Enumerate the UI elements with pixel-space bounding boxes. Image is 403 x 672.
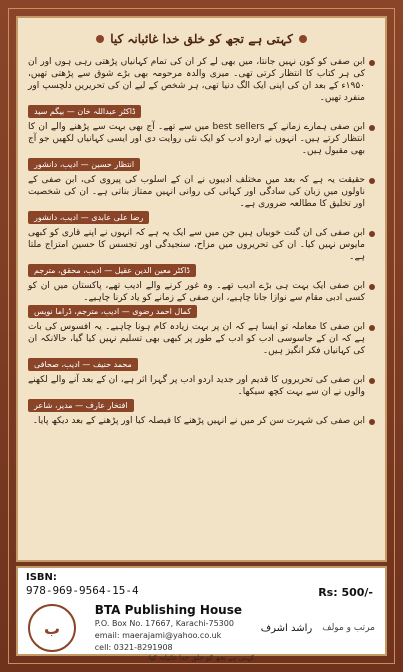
bullet-icon <box>369 60 375 66</box>
bullet-icon <box>369 419 375 425</box>
panel-title <box>28 28 375 50</box>
isbn-number: 978-969-9564-15-4 <box>26 584 139 597</box>
quote-line <box>28 280 375 304</box>
logo-glyph: ب <box>43 618 61 638</box>
panel-title-text: کہتی ہے تجھ کو خلق خدا غائبانہ کیا <box>110 32 293 46</box>
book-title-footer: کہتی ہے تجھ کو خلق خدا غائبانہ کیا <box>148 654 255 662</box>
quote-entry <box>28 174 375 224</box>
title-ornament-icon <box>299 35 307 43</box>
quote-entry <box>28 374 375 412</box>
quote-source: ڈاکٹر معین الدین عقیل — ادیب، محقق، مترجم <box>28 264 196 277</box>
quote-line <box>28 121 375 157</box>
quote-entry <box>28 321 375 371</box>
publisher-name: BTA Publishing House <box>94 603 243 617</box>
price: Rs: 500/- <box>318 586 373 599</box>
isbn-label: ISBN: <box>26 572 57 583</box>
bullet-icon <box>369 178 375 184</box>
quote-entry <box>28 121 375 171</box>
quote-entry <box>28 227 375 277</box>
isbn-block <box>26 572 139 597</box>
quote-line <box>28 227 375 263</box>
bullet-icon <box>369 231 375 237</box>
title-ornament-icon <box>96 35 104 43</box>
quotes-panel <box>16 16 387 562</box>
quote-text: ابن صفی کی ان گنت خوبیاں ہیں جن میں سے ایک یہ ہے کہ انہوں نے اپنے قاری کو کبھی مایوس نہیں کیا۔ ان کی تحریروں میں مزاح، سنجیدگی اور تجسس کا حسین امتزاج ملتا ہے۔ <box>28 228 365 262</box>
quote-source: افتخار عارف — مدیر، شاعر <box>28 399 134 412</box>
quote-line <box>28 174 375 210</box>
quote-text: ابن صفی ہمارے زمانے کے best sellers میں سے تھے۔ آج بھی بہت سے پڑھنے والے ان کا انتظار کرتے ہیں۔ انہوں نے اردو ادب کو ایک نئی روایت دی اور ایسی کہانیاں لکھیں جو آج بھی مقبول ہیں۔ <box>28 122 365 156</box>
quote-entry <box>28 56 375 118</box>
publisher-panel <box>16 566 387 662</box>
publisher-email: email: maerajami@yahoo.co.uk <box>94 631 222 640</box>
publisher-address: P.O. Box No. 17667, Karachi-75300 <box>94 619 234 628</box>
bullet-icon <box>369 125 375 131</box>
quote-text: حقیقت یہ ہے کہ بعد میں مختلف ادیبوں نے ان کے اسلوب کی پیروی کی، ابن صفی کے ناولوں میں زبان کی سادگی اور کہانی کی روانی انہیں ممتاز بناتی ہے۔ ان کی شخصیت اور تخلیق کا مطالعہ ضروری ہے۔ <box>28 175 365 209</box>
quote-line <box>28 374 375 398</box>
bullet-icon <box>369 284 375 290</box>
quote-text: ابن صفی کا معاملہ تو ایسا ہے کہ ان پر بہت زیادہ کام ہونا چاہیے۔ یہ افسوس کی بات ہے کہ ان کے جاسوسی ادب کو ادب کے طور پر کبھی بھی تسلیم نہیں کیا گیا، حالانکہ ان کی کہانیاں فکر انگیز ہیں۔ <box>28 322 365 356</box>
quotes-list <box>28 56 375 550</box>
quote-text: ابن صفی ایک بہت ہی بڑے ادیب تھے۔ وہ غور کرنے والے ادیب تھے، پاکستان میں ان کو کسی ادبی مقام سے نوازا جانا چاہیے، ابن صفی کے زمانے کو یاد کرنا چاہیے۔ <box>28 281 365 303</box>
quote-entry <box>28 415 375 427</box>
bullet-icon <box>369 378 375 384</box>
author-label: مرتب و مولف <box>322 623 375 633</box>
quote-source: محمد حنیف — ادیب، صحافی <box>28 358 138 371</box>
publisher-brand <box>28 604 375 652</box>
quote-line <box>28 415 375 427</box>
quote-source: ڈاکٹر عبداللہ خان — بیگم سید <box>28 105 141 118</box>
publisher-cell: cell: 0321-8291908 <box>94 643 173 652</box>
quote-text: ابن صفی کی تحریروں کا قدیم اور جدید اردو ادب پر گہرا اثر ہے، ان کے بعد آنے والے لکھنے والوں نے ان سے بہت کچھ سیکھا۔ <box>28 375 365 397</box>
publisher-info <box>95 603 242 653</box>
author-name: راشد اشرف <box>260 622 313 634</box>
quote-text: ابن صفی کو کون نہیں جانتا، میں بھی لے کر ان کی تمام کہانیاں پڑھتی رہی ہوں اور ان کی ہر کتاب کا انتظار کرتی تھی۔ میری والدہ مرحومہ بھی بڑے شوق سے پڑھتی تھیں، ۱۹۵۰ء کے بعد ان کی اپنی ایک الگ دنیا تھی، ہر شخص کے لیے ان کی تحریریں دلچسپ اور منفرد تھیں۔ <box>28 57 365 103</box>
author-block <box>261 623 375 634</box>
quote-source: انتظار حسین — ادیب، دانشور <box>28 158 140 171</box>
quote-source: کمال احمد رضوی — ادیب، مترجم، ڈراما نویس <box>28 305 197 318</box>
bullet-icon <box>369 325 375 331</box>
quote-source: رضا علی عابدی — ادیب، دانشور <box>28 211 149 224</box>
quote-text: ابن صفی کی شہرت سن کر میں نے انہیں پڑھنے کا فیصلہ کیا اور پڑھنے کے بعد دیکھ پایا۔ <box>32 416 365 426</box>
quote-entry <box>28 280 375 318</box>
quote-line <box>28 56 375 104</box>
quote-line <box>28 321 375 357</box>
publisher-logo-icon <box>28 604 76 652</box>
